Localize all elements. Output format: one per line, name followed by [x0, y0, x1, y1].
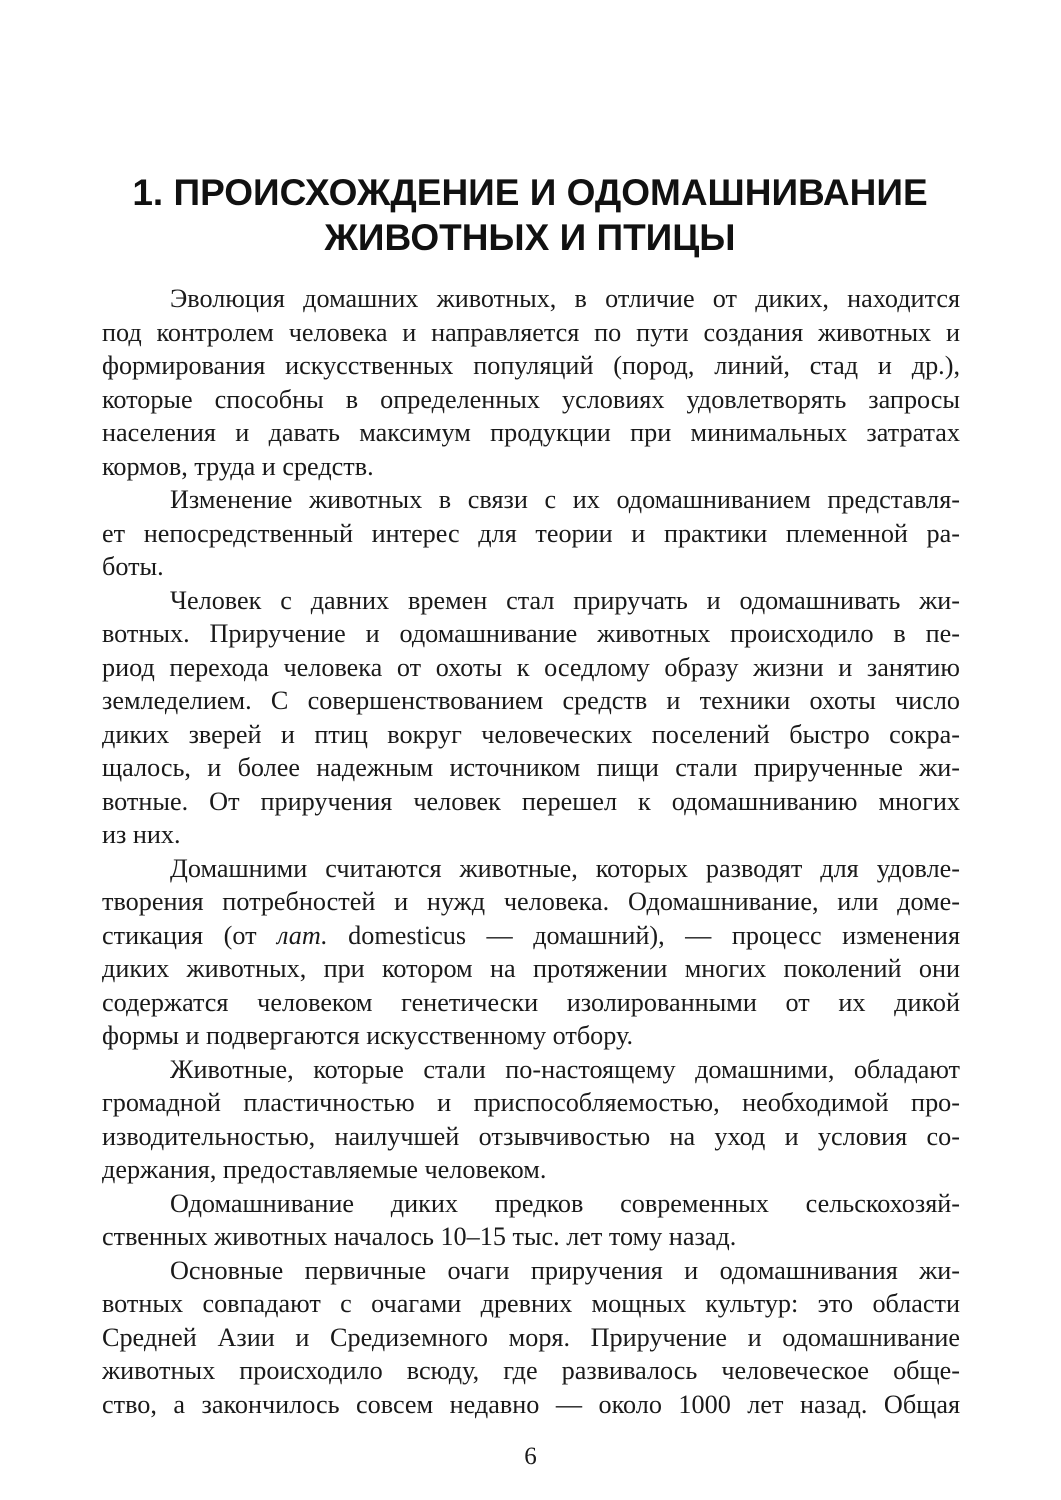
text-line: Эволюция домашних животных, в отличие от диких, находится	[170, 284, 960, 313]
body-text	[102, 282, 960, 1421]
text-line: Домашними считаются животные, которых разводят для удовле-	[170, 853, 960, 883]
text-line: которые способны в определенных условиях удовлетворять запросы	[102, 384, 960, 414]
paragraph	[102, 1187, 960, 1254]
paragraph	[102, 852, 960, 1053]
text-line: Одомашнивание диких предков современных сельскохозяй-	[170, 1188, 960, 1218]
text-line: вотных. Приручение и одомашнивание животных происходило в пе-	[102, 619, 960, 648]
text-line: щалось, и более надежным источником пищи стали прирученные жи-	[102, 753, 960, 782]
text-line: Средней Азии и Средиземного моря. Приручение и одомашнивание	[102, 1322, 960, 1352]
text-line: диких зверей и птиц вокруг человеческих поселений быстро сокра-	[102, 719, 960, 749]
paragraph	[102, 584, 960, 852]
paragraph	[102, 1254, 960, 1422]
text-line: риод перехода человека от охоты к оседлому образу жизни и занятию	[102, 652, 960, 682]
text-line	[102, 919, 960, 953]
text-line: Человек с давних времен стал приручать и одомашнивать жи-	[170, 585, 960, 615]
text-line: Изменение животных в связи с их одомашниванием представля-	[170, 485, 960, 514]
text-line: диких животных, при котором на протяжении многих поколений они	[102, 954, 960, 983]
paragraph	[102, 282, 960, 483]
chapter-title-line-2: ЖИВОТНЫХ И ПТИЦЫ	[324, 217, 736, 258]
text-line: Животные, которые стали по-настоящему домашними, обладают	[170, 1054, 960, 1084]
text-fragment: domesticus — домашний), — процесс изменения	[327, 920, 960, 950]
text-line: под контролем человека и направляется по пути создания животных и	[102, 317, 960, 347]
text-line: кормов, труда и средств.	[102, 451, 374, 481]
paragraph	[102, 1053, 960, 1187]
page-number: 6	[524, 1443, 537, 1470]
text-line: громадной пластичностью и приспособляемостью, необходимой про-	[102, 1088, 960, 1117]
italic-abbreviation: лат.	[277, 920, 328, 950]
text-line: формы и подвергаются искусственному отбору.	[102, 1021, 634, 1050]
paragraph	[102, 483, 960, 584]
text-line: боты.	[102, 552, 164, 581]
text-line: населения и давать максимум продукции при минимальных затратах	[102, 418, 960, 447]
text-line: держания, предоставляемые человеком.	[102, 1155, 547, 1184]
chapter-title	[100, 170, 960, 260]
text-line: ет непосредственный интерес для теории и практики племенной ра-	[102, 518, 960, 548]
text-line: из них.	[102, 820, 181, 849]
text-line: изводительностью, наилучшей отзывчивостью на уход и условия со-	[102, 1121, 960, 1151]
text-line: вотные. От приручения человек перешел к одомашниванию многих	[102, 786, 960, 816]
text-line: земледелием. С совершенствованием средств и техники охоты число	[102, 686, 960, 715]
text-line: творения потребностей и нужд человека. Одомашнивание, или доме-	[102, 887, 960, 916]
text-line: формирования искусственных популяций (пород, линий, стад и др.),	[102, 351, 960, 380]
text-line: животных происходило всюду, где развивалось человеческое обще-	[102, 1356, 960, 1385]
chapter-title-line-1: 1. ПРОИСХОЖДЕНИЕ И ОДОМАШНИВАНИЕ	[132, 172, 928, 213]
text-line: содержатся человеком генетически изолированными от их дикой	[102, 987, 960, 1017]
text-line: Основные первичные очаги приручения и одомашнивания жи-	[170, 1255, 960, 1285]
text-line: ственных животных началось 10–15 тыс. лет тому назад.	[102, 1222, 737, 1251]
text-line: ство, а закончилось совсем недавно — около 1000 лет назад. Общая	[102, 1389, 960, 1419]
text-line: вотных совпадают с очагами древних мощных культур: это области	[102, 1289, 960, 1318]
text-fragment: стикация (от	[102, 920, 278, 950]
